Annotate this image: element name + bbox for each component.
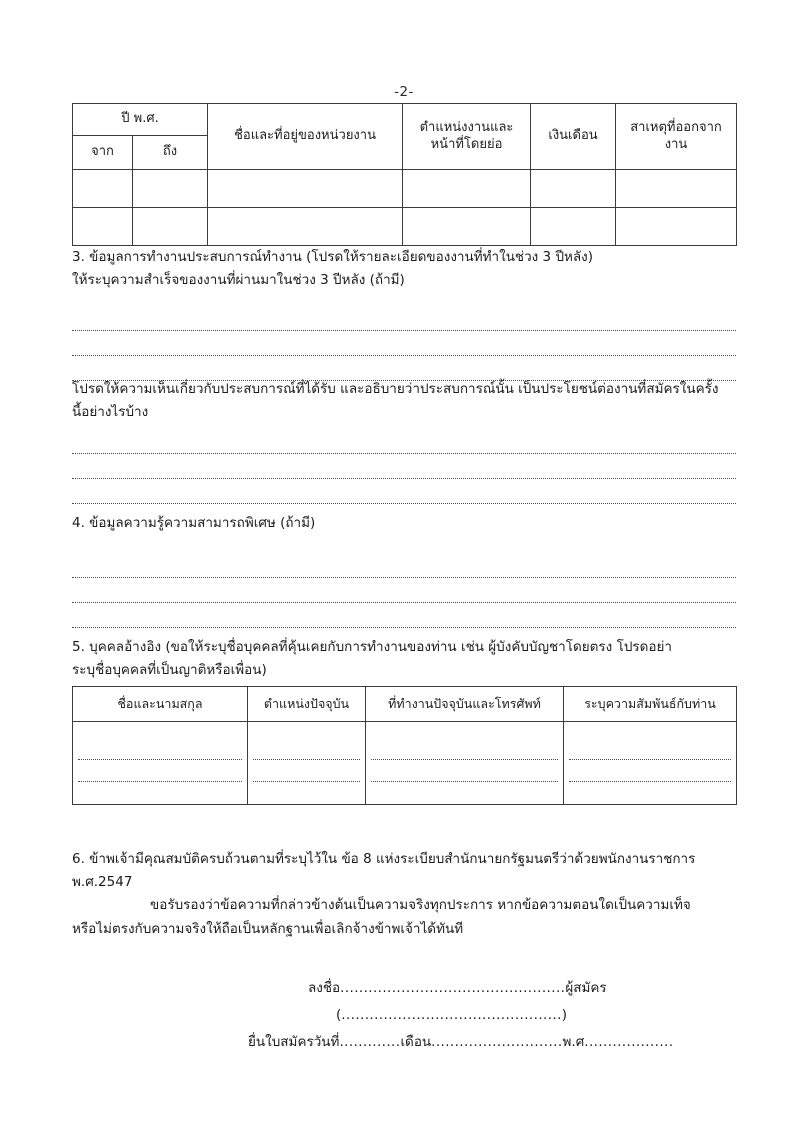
section6-declaration <box>72 848 736 941</box>
section3-prompt <box>72 378 736 424</box>
reference-header-row <box>73 687 737 722</box>
cell-position[interactable] <box>403 208 531 246</box>
signature-block <box>72 975 736 1056</box>
section3-prompt-line1: โปรดให้ความเห็นเกี่ยวกับประสบการณ์ที่ได้รับ และอธิบายว่าประสบการณ์นั้น เป็นประโยชน์ต่องานที่สมัครในครั้ง <box>72 381 719 397</box>
section3-heading <box>72 246 736 292</box>
submit-date-label: ยื่นใบสมัครวันที่ <box>248 1034 340 1050</box>
name-open-paren: ( <box>336 1007 342 1023</box>
section6-line2: พ.ศ.2547 <box>72 874 133 891</box>
section6-line1: 6. ข้าพเจ้ามีคุณสมบัติครบถ้วนตามที่ระบุไว้ใน ข้อ 8 แห่งระเบียบสำนักนายกรัฐมนตรีว่าด้วยพนักงานราชการ <box>72 851 696 867</box>
cell-salary[interactable] <box>531 170 616 208</box>
fill-in-line[interactable] <box>253 738 360 760</box>
employment-header-row-1 <box>73 104 737 136</box>
name-close-paren: ) <box>561 1007 568 1023</box>
cell-position[interactable] <box>403 170 531 208</box>
cell-year-to[interactable] <box>133 208 208 246</box>
section4-answer-lines <box>72 553 736 628</box>
cell-reference-relationship[interactable] <box>564 722 737 805</box>
section5-heading-line1: 5. บุคคลอ้างอิง (ขอให้ระบุชื่อบุคคลที่คุ้นเคยกับการทำงานของท่าน เช่น ผู้บังคับบัญชาโดยตรง โปรดอย่า <box>72 639 673 655</box>
section4-heading <box>72 512 736 535</box>
fill-in-line[interactable] <box>253 760 360 782</box>
header-organization: ชื่อและที่อยู่ของหน่วยงาน <box>208 104 403 170</box>
header-reference-relationship: ระบุความสัมพันธ์กับท่าน <box>564 687 737 722</box>
cell-organization[interactable] <box>208 170 403 208</box>
cell-reason[interactable] <box>616 208 737 246</box>
reference-table-wrapper <box>72 686 737 805</box>
fill-in-line[interactable] <box>72 331 736 356</box>
section6-line3-wrapper <box>72 894 736 917</box>
section3-heading-line2: ให้ระบุความสำเร็จของงานที่ผ่านมาในช่วง 3 ปีหลัง (ถ้ามี) <box>72 272 405 289</box>
reference-table-body <box>73 722 737 805</box>
submission-date-line <box>72 1029 736 1056</box>
section4-heading-text: 4. ข้อมูลความรู้ความสามารถพิเศษ (ถ้ามี) <box>72 515 316 531</box>
printed-name-line <box>72 1002 736 1029</box>
table-row[interactable] <box>73 208 737 246</box>
fill-in-line[interactable] <box>569 738 731 760</box>
header-reference-workplace-phone: ที่ทำงานปัจจุบันและโทรศัพท์ <box>366 687 564 722</box>
table-row[interactable] <box>73 170 737 208</box>
cell-reference-position[interactable] <box>248 722 366 805</box>
table-row[interactable] <box>73 722 737 805</box>
fill-in-line[interactable] <box>569 760 731 782</box>
signer-role-label: ผู้สมัคร <box>565 980 607 996</box>
fill-in-line[interactable] <box>371 760 558 782</box>
fill-in-line[interactable] <box>72 306 736 331</box>
header-year-group: ปี พ.ศ. <box>73 104 208 136</box>
year-dots[interactable]: ................... <box>584 1034 674 1050</box>
cell-reference-name[interactable] <box>73 722 248 805</box>
section3-prompt-line2: นี้อย่างไรบ้าง <box>72 404 149 421</box>
month-dots[interactable]: ............................ <box>431 1034 563 1050</box>
reference-table-head <box>73 687 737 722</box>
cell-organization[interactable] <box>208 208 403 246</box>
page-number: -2- <box>394 84 414 100</box>
header-year-from: จาก <box>73 136 133 170</box>
employment-table-body <box>73 170 737 246</box>
employment-history-table-wrapper <box>72 103 737 246</box>
header-year-to: ถึง <box>133 136 208 170</box>
fill-in-line[interactable] <box>72 454 736 479</box>
signature-dots[interactable]: ................................................ <box>340 980 566 996</box>
header-position: ตำแหน่งงานและหน้าที่โดยย่อ <box>403 104 531 170</box>
fill-in-line[interactable] <box>371 738 558 760</box>
year-label: พ.ศ <box>562 1034 585 1050</box>
fill-in-line[interactable] <box>72 603 736 628</box>
fill-in-line[interactable] <box>78 760 242 782</box>
section5-heading-line2: ระบุชื่อบุคคลที่เป็นญาติหรือเพื่อน) <box>72 662 267 679</box>
reference-table <box>72 686 737 805</box>
cell-year-to[interactable] <box>133 170 208 208</box>
section3-answer-lines <box>72 306 736 381</box>
section6-line3: ขอรับรองว่าข้อความที่กล่าวข้างต้นเป็นความจริงทุกประการ หากข้อความตอนใดเป็นความเท็จ <box>150 897 691 914</box>
submit-day-dots[interactable]: ............. <box>339 1034 401 1050</box>
fill-in-line[interactable] <box>72 553 736 578</box>
cell-reason[interactable] <box>616 170 737 208</box>
section6-line4: หรือไม่ตรงกับความจริงให้ถือเป็นหลักฐานเพื่อเลิกจ้างข้าพเจ้าได้ทันที <box>72 920 464 937</box>
section5-heading <box>72 636 736 682</box>
cell-year-from[interactable] <box>73 170 133 208</box>
fill-in-line[interactable] <box>72 578 736 603</box>
header-salary: เงินเดือน <box>531 104 616 170</box>
fill-in-line[interactable] <box>72 479 736 504</box>
printed-name-dots[interactable]: ............................................... <box>341 1007 562 1023</box>
section3-prompt-answer-lines <box>72 429 736 504</box>
header-reference-name: ชื่อและนามสกุล <box>73 687 248 722</box>
header-reason: สาเหตุที่ออกจากงาน <box>616 104 737 170</box>
employment-table-head <box>73 104 737 170</box>
cell-year-from[interactable] <box>73 208 133 246</box>
signature-line <box>72 975 736 1002</box>
fill-in-line[interactable] <box>78 738 242 760</box>
signature-label: ลงชื่อ <box>308 980 341 996</box>
header-reference-position: ตำแหน่งปัจจุบัน <box>248 687 366 722</box>
page-sheet <box>72 0 736 1131</box>
fill-in-line[interactable] <box>72 429 736 454</box>
employment-history-table <box>72 103 737 246</box>
section3-heading-line1: 3. ข้อมูลการทำงานประสบการณ์ทำงาน (โปรดให้รายละเอียดของงานที่ทำในช่วง 3 ปีหลัง) <box>72 249 594 265</box>
cell-reference-workplace-phone[interactable] <box>366 722 564 805</box>
month-label: เดือน <box>400 1034 432 1050</box>
cell-salary[interactable] <box>531 208 616 246</box>
